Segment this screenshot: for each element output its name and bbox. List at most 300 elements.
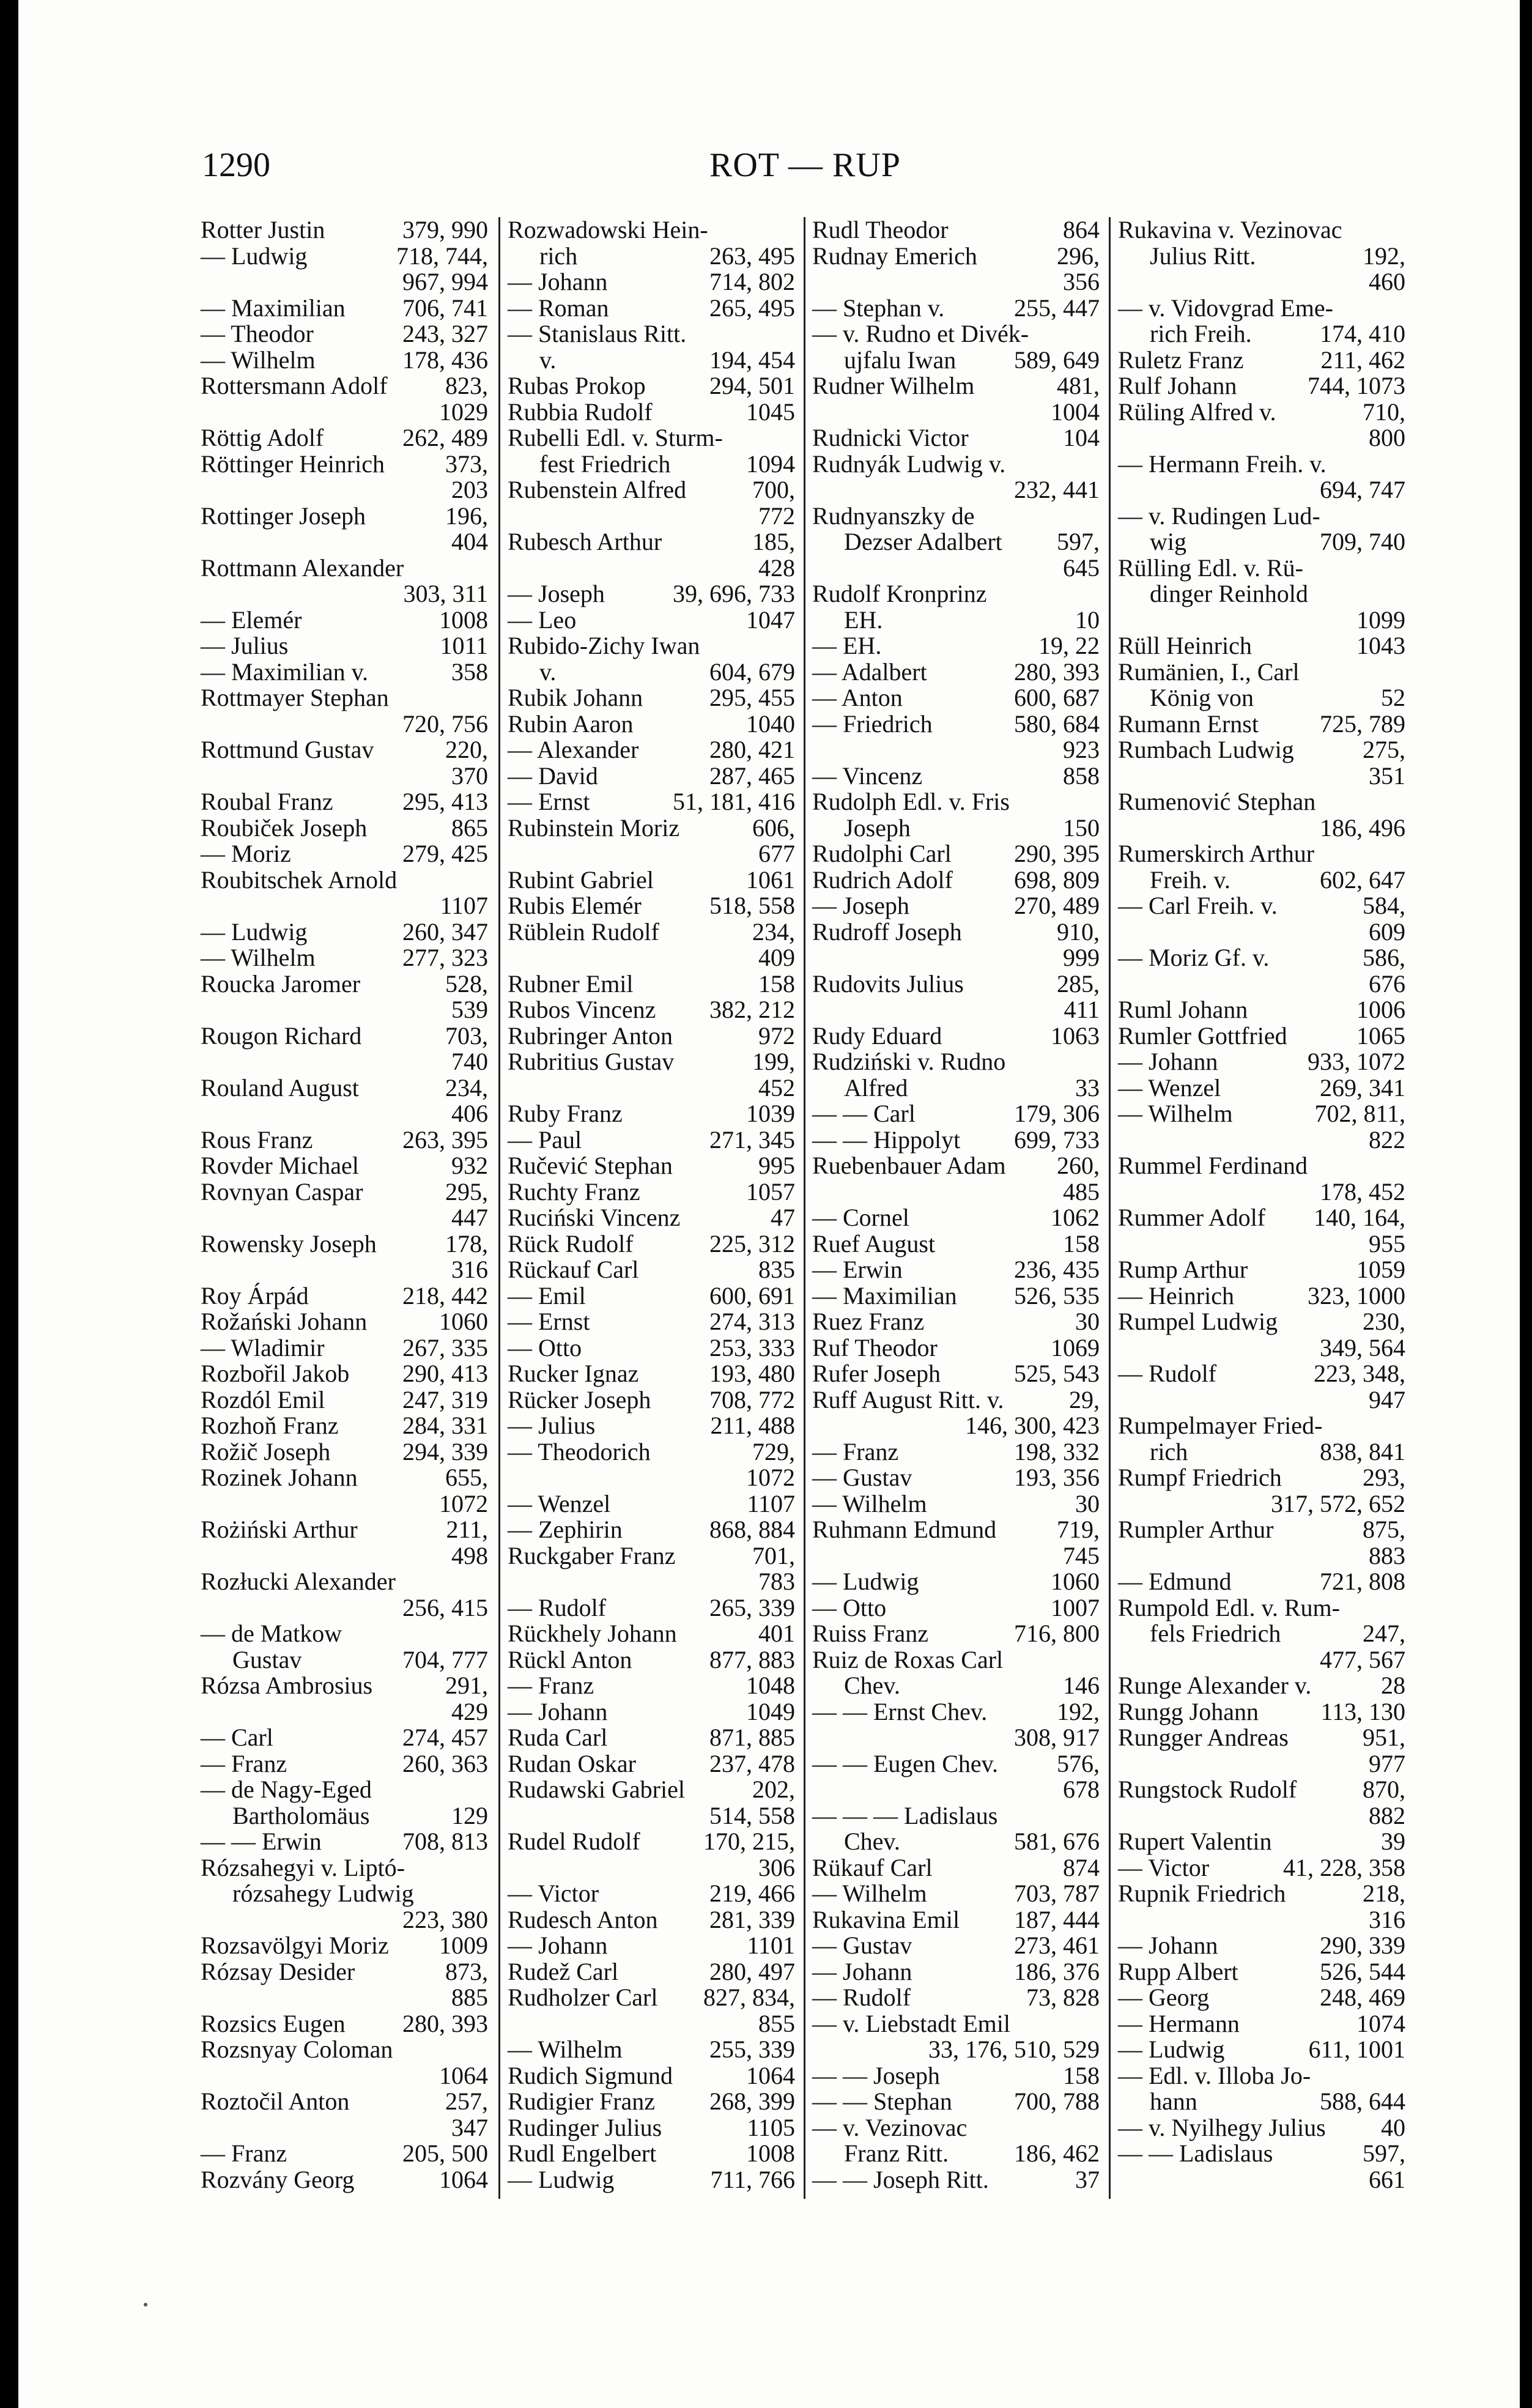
index-entry <box>508 477 795 529</box>
entry-pages: 174, 410 <box>1320 320 1405 347</box>
entry-pages: 269, 341 <box>1320 1073 1405 1102</box>
entry-line <box>508 1595 795 1621</box>
entry-pages: 874 <box>1063 1853 1100 1881</box>
index-entry <box>812 1803 1100 1855</box>
index-entry <box>1118 347 1405 374</box>
entry-name: Rump Arthur <box>1118 1256 1248 1283</box>
index-entry <box>201 2089 488 2141</box>
entry-pages: 1107 <box>440 892 488 919</box>
entry-pages: 146, 300, 423 <box>965 1412 1100 1439</box>
entry-line <box>508 1803 795 1829</box>
entry-pages: 452 <box>758 1073 795 1102</box>
entry-line <box>201 1829 488 1855</box>
entry-line <box>812 2011 1100 2037</box>
entry-line <box>201 1933 488 1959</box>
index-entry <box>1118 789 1405 841</box>
entry-line <box>1118 1153 1405 1179</box>
entry-name: Roubal Franz <box>201 788 333 815</box>
entry-name: Rupert Valentin <box>1118 1828 1272 1855</box>
entry-name: — Ernst <box>508 788 590 815</box>
index-entry <box>201 1465 488 1517</box>
index-entry <box>201 347 488 374</box>
entry-line <box>1118 2141 1405 2167</box>
index-column-3 <box>812 217 1100 2193</box>
index-entry <box>508 1777 795 1829</box>
index-entry <box>812 1439 1100 1465</box>
index-entry <box>812 1855 1100 1881</box>
entry-line <box>201 217 488 243</box>
index-entry <box>201 867 488 919</box>
entry-name: — — Erwin <box>201 1828 322 1855</box>
index-entry <box>508 1179 795 1206</box>
entry-line <box>508 1153 795 1179</box>
entry-line <box>812 763 1100 790</box>
index-entry <box>508 1023 795 1050</box>
entry-line <box>1118 529 1405 555</box>
entry-pages: 1094 <box>746 450 795 478</box>
entry-line <box>508 1439 795 1465</box>
entry-line <box>201 1543 488 1569</box>
entry-name: Rubenstein Alfred <box>508 476 687 503</box>
index-entry <box>201 1231 488 1283</box>
entry-name: Rudigier Franz <box>508 2088 656 2115</box>
entry-line <box>1118 1127 1405 1154</box>
entry-line <box>1118 295 1405 322</box>
entry-pages: 202, <box>752 1776 795 1803</box>
entry-pages: 290, 395 <box>1014 840 1100 867</box>
entry-name: Rudy Eduard <box>812 1021 942 1050</box>
entry-name: Rožič Joseph <box>201 1437 331 1465</box>
entry-name: — Johann <box>812 1957 912 1985</box>
entry-line <box>508 1543 795 1569</box>
entry-pages: 295, <box>445 1177 488 1206</box>
entry-line <box>812 399 1100 426</box>
entry-line <box>1118 503 1405 530</box>
entry-line <box>201 2063 488 2089</box>
entry-name: — Franz <box>812 1437 899 1465</box>
entry-name: Rudl Theodor <box>812 216 949 243</box>
entry-name: — Johann <box>508 268 608 295</box>
entry-line <box>508 347 795 374</box>
entry-name: — Hermann Freih. v. <box>1118 450 1327 478</box>
entry-name: — — Eugen Chev. <box>812 1749 999 1777</box>
entry-name: — EH. <box>812 632 882 659</box>
index-entry <box>1118 1959 1405 1985</box>
index-entry <box>201 737 488 789</box>
entry-name: Dezser Adalbert <box>844 528 1002 555</box>
entry-pages: 835 <box>758 1256 795 1283</box>
index-entry <box>1118 1023 1405 1050</box>
entry-name: Rulf Johann <box>1118 372 1237 399</box>
entry-line <box>508 1647 795 1673</box>
entry-pages: 223, 380 <box>402 1905 488 1933</box>
index-entry <box>201 1829 488 1855</box>
entry-line <box>812 529 1100 555</box>
entry-name: Bartholomäus <box>232 1801 370 1829</box>
entry-pages: 33 <box>1075 1073 1100 1102</box>
entry-name: — — Hippolyt <box>812 1125 961 1154</box>
index-entry <box>508 1491 795 1517</box>
entry-pages: 290, 413 <box>402 1360 488 1387</box>
entry-line <box>1118 1179 1405 1206</box>
index-entry <box>201 633 488 659</box>
entry-pages: 104 <box>1063 424 1100 451</box>
index-entry <box>812 1335 1100 1361</box>
entry-name: hann <box>1150 2088 1197 2115</box>
entry-line <box>1118 1387 1405 1413</box>
index-entry <box>508 2167 795 2193</box>
index-entry <box>508 425 795 477</box>
entry-name: Rubik Johann <box>508 684 643 711</box>
entry-line <box>1118 1725 1405 1751</box>
entry-name: Runge Alexander v. <box>1118 1672 1312 1699</box>
entry-line <box>1118 1283 1405 1310</box>
entry-pages: 1063 <box>1051 1021 1100 1050</box>
index-entry <box>508 1335 795 1361</box>
entry-pages: 1011 <box>440 632 488 659</box>
index-entry <box>1118 1283 1405 1310</box>
entry-pages: 428 <box>758 554 795 582</box>
index-entry <box>508 321 795 373</box>
index-entry <box>508 789 795 815</box>
entry-line <box>1118 1595 1405 1621</box>
entry-name: dinger Reinhold <box>1150 580 1308 607</box>
index-entry <box>508 1153 795 1179</box>
index-entry <box>201 373 488 425</box>
index-entry <box>1118 399 1405 451</box>
entry-line <box>812 1725 1100 1751</box>
index-entry <box>812 1049 1100 1101</box>
index-entry <box>1118 1361 1405 1413</box>
index-entry <box>508 1309 795 1335</box>
entry-name: Rupp Albert <box>1118 1957 1238 1985</box>
entry-line <box>508 2141 795 2167</box>
index-entry <box>201 789 488 815</box>
index-entry <box>1118 1101 1405 1153</box>
entry-name: — Maximilian <box>812 1281 957 1310</box>
entry-pages: 655, <box>445 1464 488 1491</box>
entry-line <box>1118 373 1405 399</box>
entry-name: Rudnay Emerich <box>812 242 977 270</box>
entry-pages: 602, 647 <box>1320 865 1405 894</box>
index-entry <box>812 2089 1100 2115</box>
index-entry <box>508 1595 795 1621</box>
entry-pages: 192, <box>1363 242 1405 270</box>
entry-line <box>812 1049 1100 1075</box>
entry-line <box>508 1023 795 1050</box>
entry-line <box>812 659 1100 686</box>
entry-name: — Theodor <box>201 320 314 347</box>
index-entry <box>201 607 488 634</box>
entry-pages: 586, <box>1363 944 1405 971</box>
index-entry <box>508 2063 795 2089</box>
entry-pages: 1064 <box>746 2061 795 2089</box>
entry-pages: 703, <box>445 1021 488 1050</box>
entry-line <box>201 295 488 322</box>
index-entry <box>201 555 488 607</box>
entry-line <box>1118 2011 1405 2037</box>
entry-pages: 972 <box>758 1021 795 1050</box>
entry-line <box>201 321 488 347</box>
entry-pages: 230, <box>1363 1308 1405 1335</box>
entry-pages: 351 <box>1369 761 1405 790</box>
entry-pages: 284, 331 <box>402 1412 488 1439</box>
entry-name: Ruda Carl <box>508 1724 608 1751</box>
entry-pages: 676 <box>1369 969 1405 998</box>
entry-name: — Hermann <box>1118 2009 1240 2037</box>
entry-name: Rumpf Friedrich <box>1118 1464 1282 1491</box>
index-entry <box>1118 711 1405 738</box>
index-entry <box>201 1725 488 1751</box>
index-entry <box>1118 1699 1405 1725</box>
entry-line <box>812 1673 1100 1699</box>
entry-pages: 600, 687 <box>1014 684 1100 711</box>
entry-line <box>812 841 1100 867</box>
entry-pages: 306 <box>758 1853 795 1881</box>
entry-line <box>201 1569 488 1595</box>
entry-line <box>812 1335 1100 1361</box>
index-entry <box>508 2141 795 2167</box>
entry-name: — Franz <box>201 2139 287 2167</box>
entry-name: Rück Rudolf <box>508 1229 634 1258</box>
entry-line <box>201 477 488 503</box>
entry-name: Gustav <box>232 1645 302 1673</box>
entry-pages: 33, 176, 510, 529 <box>928 2036 1100 2063</box>
entry-line <box>201 1517 488 1543</box>
entry-pages: 882 <box>1369 1801 1405 1829</box>
entry-pages: 146 <box>1063 1672 1100 1699</box>
entry-line <box>201 503 488 530</box>
index-entry <box>201 1387 488 1413</box>
entry-line <box>1118 269 1405 295</box>
entry-line <box>1118 1907 1405 1933</box>
index-entry <box>1118 1881 1405 1933</box>
entry-line <box>1118 321 1405 347</box>
entry-pages: 865 <box>451 813 488 842</box>
entry-pages: 47 <box>771 1204 795 1231</box>
entry-line <box>812 893 1100 919</box>
entry-pages: 294, 339 <box>402 1437 488 1465</box>
entry-line <box>1118 243 1405 270</box>
entry-line <box>812 2167 1100 2193</box>
entry-name: Roubiček Joseph <box>201 813 368 842</box>
entry-name: — — Ernst Chev. <box>812 1697 988 1725</box>
entry-name: — Julius <box>508 1412 596 1439</box>
index-entry <box>508 1725 795 1751</box>
entry-pages: 706, 741 <box>402 294 488 322</box>
entry-pages: 645 <box>1063 554 1100 582</box>
entry-name: Rozłucki Alexander <box>201 1568 396 1595</box>
entry-pages: 498 <box>451 1541 488 1569</box>
entry-line <box>508 2011 795 2037</box>
index-column-4 <box>1118 217 1405 2193</box>
index-entry <box>812 1309 1100 1335</box>
entry-name: — v. Vidovgrad Eme- <box>1118 294 1333 322</box>
entry-line <box>812 2063 1100 2089</box>
entry-line <box>1118 1517 1405 1543</box>
entry-pages: 1006 <box>1356 996 1405 1023</box>
entry-name: Rükauf Carl <box>812 1853 933 1881</box>
index-entry <box>201 1569 488 1621</box>
entry-name: Ruiz de Roxas Carl <box>812 1645 1004 1673</box>
entry-pages: 923 <box>1063 736 1100 763</box>
entry-pages: 409 <box>758 944 795 971</box>
entry-name: — — Ladislaus <box>1118 2139 1273 2167</box>
entry-name: Ruby Franz <box>508 1100 623 1127</box>
entry-pages: 140, 164, <box>1314 1204 1405 1231</box>
index-entry <box>508 997 795 1023</box>
entry-pages: 1069 <box>1051 1333 1100 1361</box>
entry-pages: 1060 <box>1051 1568 1100 1595</box>
index-entry <box>201 919 488 946</box>
entry-pages: 290, 339 <box>1320 1932 1405 1959</box>
index-entry <box>508 1881 795 1907</box>
entry-line <box>812 477 1100 503</box>
entry-name: Ruf Theodor <box>812 1333 938 1361</box>
entry-line <box>1118 841 1405 867</box>
index-entry <box>508 919 795 971</box>
entry-line <box>508 477 795 503</box>
entry-pages: 382, 212 <box>709 996 795 1023</box>
entry-line <box>201 1439 488 1465</box>
entry-name: Ruchty Franz <box>508 1177 640 1206</box>
entry-pages: 294, 501 <box>709 372 795 399</box>
entry-pages: 223, 348, <box>1314 1360 1405 1387</box>
entry-name: Rubinstein Moriz <box>508 813 680 842</box>
entry-line <box>812 1621 1100 1647</box>
entry-pages: 406 <box>451 1100 488 1127</box>
index-entry <box>201 659 488 686</box>
entry-line <box>508 763 795 790</box>
entry-line <box>201 399 488 426</box>
index-entry <box>812 1387 1100 1439</box>
index-entry <box>812 1621 1100 1647</box>
entry-name: Rücker Joseph <box>508 1385 651 1413</box>
index-entry <box>1118 1569 1405 1595</box>
index-entry <box>812 1231 1100 1258</box>
entry-pages: 29, <box>1069 1385 1100 1413</box>
index-entry <box>508 1231 795 1258</box>
entry-line <box>201 2011 488 2037</box>
index-entry <box>812 1517 1100 1569</box>
index-entry <box>812 1907 1100 1933</box>
entry-name: — Vincenz <box>812 761 923 790</box>
entry-line <box>1118 1413 1405 1439</box>
index-entry <box>201 1361 488 1387</box>
index-entry <box>812 1595 1100 1621</box>
entry-name: — Zephirin <box>508 1516 623 1543</box>
entry-line <box>1118 763 1405 790</box>
index-entry <box>508 1387 795 1413</box>
index-entry <box>812 1491 1100 1517</box>
entry-pages: 1008 <box>746 2139 795 2167</box>
entry-pages: 718, 744, <box>396 242 488 270</box>
entry-line <box>1118 1751 1405 1777</box>
entry-pages: 129 <box>451 1801 488 1829</box>
entry-line <box>508 451 795 478</box>
index-entry <box>1118 659 1405 711</box>
entry-line <box>812 295 1100 322</box>
entry-name: Rudnyák Ludwig v. <box>812 450 1006 478</box>
entry-pages: 716, 800 <box>1014 1620 1100 1647</box>
entry-pages: 113, 130 <box>1320 1697 1405 1725</box>
entry-name: Rumpold Edl. v. Rum- <box>1118 1593 1340 1621</box>
entry-pages: 303, 311 <box>403 580 488 607</box>
index-entry <box>201 1309 488 1335</box>
entry-name: rózsahegy Ludwig <box>232 1880 414 1907</box>
entry-line <box>812 1153 1100 1179</box>
entry-line <box>201 945 488 971</box>
entry-pages: 701, <box>752 1541 795 1569</box>
entry-name: Ruff August Ritt. v. <box>812 1385 1004 1413</box>
entry-line <box>812 1465 1100 1491</box>
entry-name: — Erwin <box>812 1256 903 1283</box>
entry-pages: 864 <box>1063 216 1100 243</box>
entry-name: — v. Rudingen Lud- <box>1118 502 1320 530</box>
entry-line <box>201 763 488 790</box>
entry-line <box>201 685 488 711</box>
index-entry <box>201 1153 488 1179</box>
entry-name: Rumänien, I., Carl <box>1118 658 1300 686</box>
entry-pages: 260, 363 <box>402 1749 488 1777</box>
index-entry <box>1118 945 1405 997</box>
entry-line <box>812 2089 1100 2115</box>
index-entry <box>201 1075 488 1127</box>
index-entry <box>201 2037 488 2089</box>
index-entry <box>812 1283 1100 1310</box>
entry-name: — v. Liebstadt Emil <box>812 2009 1011 2037</box>
entry-pages: 702, 811, <box>1314 1100 1405 1127</box>
entry-name: König von <box>1150 684 1254 711</box>
entry-line <box>812 1517 1100 1543</box>
entry-name: — Maximilian v. <box>201 658 369 686</box>
entry-pages: 600, 691 <box>709 1281 795 1310</box>
entry-line <box>508 2115 795 2141</box>
entry-pages: 745 <box>1063 1541 1100 1569</box>
entry-name: Rubint Gabriel <box>508 865 654 894</box>
entry-line <box>201 1101 488 1127</box>
entry-line <box>812 1881 1100 1907</box>
entry-pages: 205, 500 <box>402 2139 488 2167</box>
entry-name: Rozvány Georg <box>201 2165 355 2193</box>
entry-pages: 526, 544 <box>1320 1957 1405 1985</box>
index-entry <box>812 217 1100 243</box>
index-entry <box>1118 2011 1405 2037</box>
entry-pages: 725, 789 <box>1320 709 1405 738</box>
index-entry <box>508 295 795 322</box>
entry-pages: 933, 1072 <box>1308 1048 1405 1075</box>
entry-name: — Johann <box>1118 1932 1218 1959</box>
entry-pages: 1101 <box>747 1932 795 1959</box>
entry-name: — v. Vezinovac <box>812 2113 968 2141</box>
entry-pages: 198, 332 <box>1014 1437 1100 1465</box>
entry-name: Rottmund Gustav <box>201 736 374 763</box>
entry-line <box>508 633 795 659</box>
entry-line <box>1118 997 1405 1023</box>
index-entry <box>812 659 1100 686</box>
entry-line <box>201 893 488 919</box>
entry-line <box>201 1335 488 1361</box>
entry-name: Rufer Joseph <box>812 1360 941 1387</box>
entry-name: Franz Ritt. <box>844 2139 949 2167</box>
entry-pages: 429 <box>451 1697 488 1725</box>
entry-line <box>201 2141 488 2167</box>
entry-pages: 1048 <box>746 1672 795 1699</box>
entry-line <box>812 1231 1100 1258</box>
index-entry <box>508 1439 795 1491</box>
entry-pages: 827, 834, <box>703 1984 795 2011</box>
entry-line <box>508 607 795 634</box>
